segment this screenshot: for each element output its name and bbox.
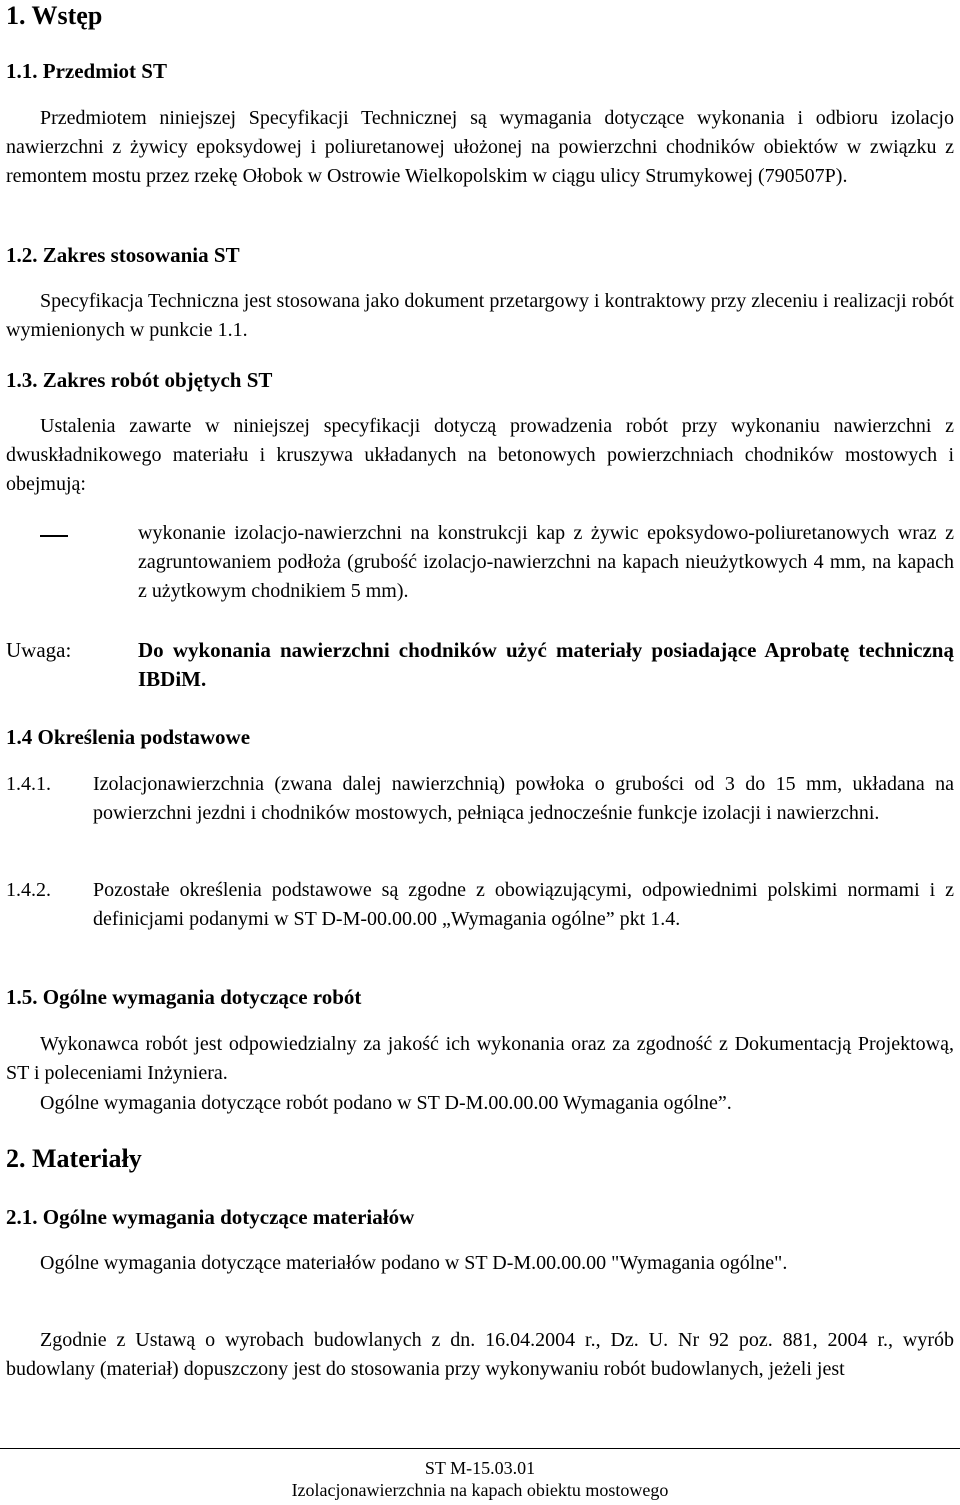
paragraph-1-5-a: Wykonawca robót jest odpowiedzialny za jakość ich wykonania oraz za zgodność z Dokumentacją Projektową, ST i poleceniami Inżyniera. <box>6 1033 954 1084</box>
definition-number-1-4-1: 1.4.1. <box>6 773 51 795</box>
paragraph-1-2: Specyfikacja Techniczna jest stosowana jako dokument przetargowy i kontraktowy przy zleceniu i realizacji robót wymienionych w punkcie 1.1. <box>6 290 954 341</box>
definition-text-1-4-2: Pozostałe określenia podstawowe są zgodne z obowiązującymi, odpowiednimi polskimi normami i z definicjami podanymi w ST D-M-00.00.00 „Wymagania ogólne” pkt 1.4. <box>93 879 954 930</box>
footer-code: ST M-15.03.01 <box>424 1458 536 1478</box>
heading-2-1: 2.1. Ogólne wymagania dotyczące materiałów <box>6 1205 415 1229</box>
heading-1-1: 1.1. Przedmiot ST <box>6 59 167 83</box>
footer-title: Izolacjonawierzchnia na kapach obiektu mostowego <box>291 1480 669 1500</box>
paragraph-1-3: Ustalenia zawarte w niniejszej specyfikacji dotyczą prowadzenia robót przy wykonaniu nawierzchni z dwuskładnikowego materiału i kruszywa układanych na betonowych powierzchniach chodników mostowych i obejmują: <box>6 415 954 495</box>
definition-number-1-4-2: 1.4.2. <box>6 879 51 901</box>
heading-1-wstep: 1. Wstęp <box>6 1 103 30</box>
uwaga-text: Do wykonania nawierzchni chodników użyć materiały posiadające Aprobatę techniczną IBDiM. <box>138 638 954 691</box>
paragraph-1-5-b: Ogólne wymagania dotyczące robót podano w ST D-M.00.00.00 Wymagania ogólne”. <box>40 1092 732 1114</box>
definition-text-1-4-1: Izolacjonawierzchnia (zwana dalej nawierzchnią) powłoka o grubości od 3 do 15 mm, układana na powierzchni jezdni i chodników mostowych, pełniąca jednocześnie funkcje izolacji i nawierzchni. <box>93 773 954 824</box>
heading-2-materialy: 2. Materiały <box>6 1144 142 1173</box>
footer-divider <box>0 1448 960 1449</box>
paragraph-2-1-a: Ogólne wymagania dotyczące materiałów podano w ST D-M.00.00.00 "Wymagania ogólne". <box>40 1252 788 1274</box>
uwaga-label: Uwaga: <box>6 638 72 662</box>
heading-1-4: 1.4 Określenia podstawowe <box>6 725 251 749</box>
paragraph-1-1: Przedmiotem niniejszej Specyfikacji Technicznej są wymagania dotyczące wykonania i odbioru izolacjo nawierzchni z żywicy epoksydowej i poliuretanowej ułożonej na powierzchni chodników obiektów w związku z remontem mostu przez rzekę Ołobok w Ostrowie Wielkopolskim w ciągu ulicy Strumykowej (790507P). <box>6 107 954 187</box>
heading-1-3: 1.3. Zakres robót objętych ST <box>6 368 273 392</box>
dash-bullet-icon <box>40 535 68 537</box>
heading-1-5: 1.5. Ogólne wymagania dotyczące robót <box>6 985 362 1009</box>
bullet-item: wykonanie izolacjo-nawierzchni na konstrukcji kap z żywic epoksydowo-poliuretanowych wraz z zagruntowaniem podłoża (grubość izolacjo-nawierzchni na kapach nieużytkowych 4 mm, na kapach z użytkowym chodnikiem 5 mm). <box>138 522 954 602</box>
heading-1-2: 1.2. Zakres stosowania ST <box>6 243 240 267</box>
paragraph-2-1-b: Zgodnie z Ustawą o wyrobach budowlanych z dn. 16.04.2004 r., Dz. U. Nr 92 poz. 881, 2004 r., wyrób budowlany (materiał) dopuszczony jest do stosowania przy wykonywaniu robót budowlanych, jeżeli jest <box>6 1329 954 1380</box>
